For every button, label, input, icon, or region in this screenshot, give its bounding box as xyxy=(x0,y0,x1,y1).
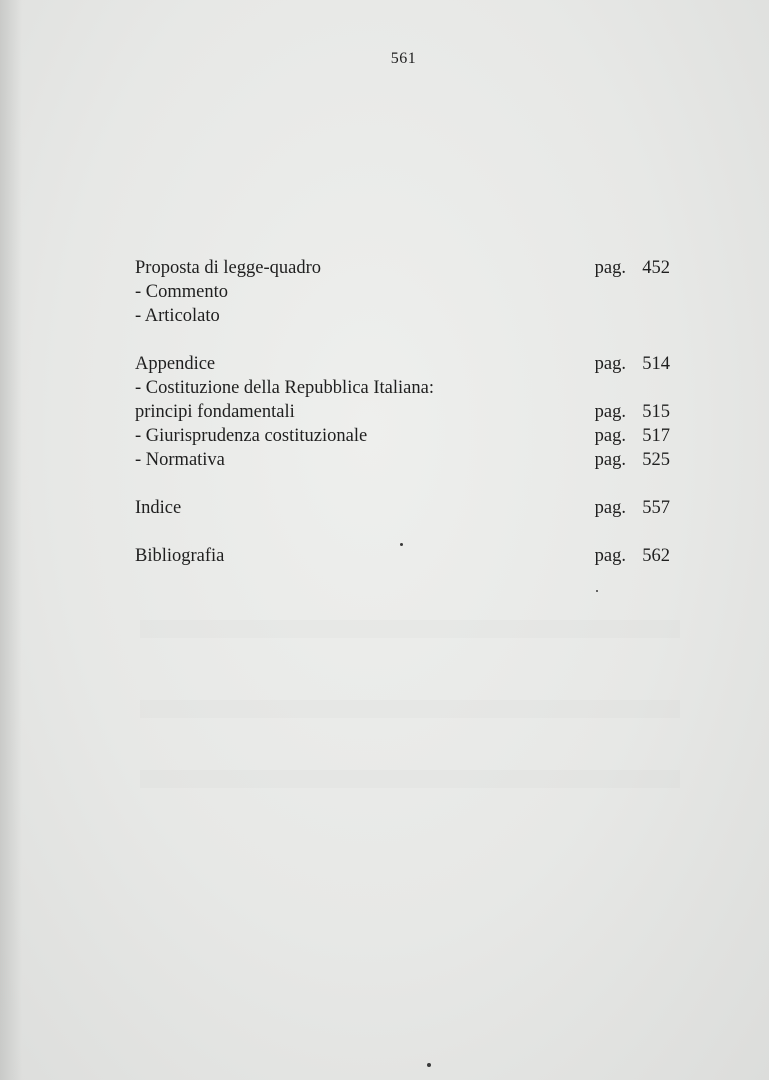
toc-page-ref xyxy=(595,352,670,376)
toc-page-number: 557 xyxy=(642,498,670,518)
toc-entry-title: Bibliografia xyxy=(135,546,225,566)
toc-pag-label: pag. xyxy=(594,258,626,278)
toc-entry xyxy=(135,352,670,376)
toc-entry-title: Appendice xyxy=(135,354,216,374)
toc-entry xyxy=(135,280,670,304)
toc-page-number: 562 xyxy=(642,546,670,566)
toc-pag-label: pag. xyxy=(594,498,626,518)
toc-page-ref xyxy=(595,496,670,520)
toc-spacer xyxy=(135,328,670,352)
toc-entry-title: Proposta di legge-quadro xyxy=(135,258,321,278)
toc-entry xyxy=(135,256,670,280)
toc-page-number: 525 xyxy=(642,450,670,470)
toc-entry xyxy=(135,424,670,448)
toc-page-ref xyxy=(595,256,670,280)
toc-entry xyxy=(135,400,670,424)
table-of-contents xyxy=(135,256,670,568)
toc-entry-title: principi fondamentali xyxy=(135,402,295,422)
bleed-through xyxy=(140,700,680,718)
toc-entry-title: Indice xyxy=(135,498,182,518)
toc-page-number: 452 xyxy=(642,258,670,278)
toc-spacer xyxy=(135,520,670,544)
toc-page-ref xyxy=(595,400,670,424)
toc-page-number: 515 xyxy=(642,402,670,422)
toc-entry xyxy=(135,448,670,472)
toc-pag-label: pag. xyxy=(594,402,626,422)
toc-pag-label: pag. xyxy=(594,426,626,446)
paper-speck xyxy=(596,590,598,592)
page-fold-shadow xyxy=(0,0,22,1080)
toc-page-ref xyxy=(595,424,670,448)
bleed-through xyxy=(140,620,680,638)
toc-page-ref xyxy=(595,544,670,568)
bleed-through xyxy=(140,770,680,788)
toc-entry-title: - Articolato xyxy=(135,306,220,326)
toc-pag-label: pag. xyxy=(594,546,626,566)
toc-entry-title: - Commento xyxy=(135,282,229,302)
paper-speck xyxy=(427,1063,431,1067)
toc-entry-title: - Normativa xyxy=(135,450,225,470)
toc-entry xyxy=(135,544,670,568)
toc-pag-label: pag. xyxy=(594,354,626,374)
toc-entry xyxy=(135,496,670,520)
toc-page-number: 514 xyxy=(642,354,670,374)
toc-page-ref xyxy=(595,448,670,472)
page-number: 561 xyxy=(390,50,417,67)
toc-entry xyxy=(135,304,670,328)
toc-entry xyxy=(135,376,670,400)
toc-entry-title: - Giurisprudenza costituzionale xyxy=(135,426,368,446)
toc-pag-label: pag. xyxy=(594,450,626,470)
toc-page-number: 517 xyxy=(642,426,670,446)
toc-spacer xyxy=(135,472,670,496)
paper-speck xyxy=(400,543,403,546)
toc-entry-title: - Costituzione della Repubblica Italiana: xyxy=(135,378,434,398)
